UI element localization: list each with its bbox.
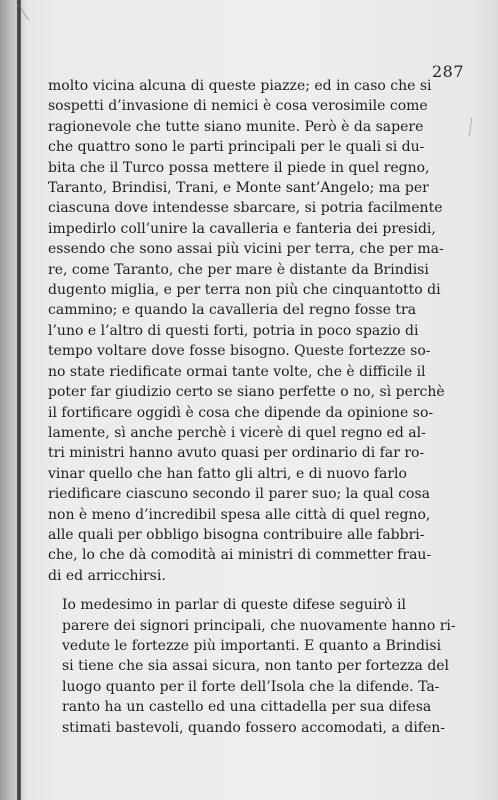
body-text [48,76,456,738]
spine-edge [17,0,21,800]
text-line: molto vicina alcuna di queste piazze; ed in caso che si [48,78,432,94]
text-line: lamente, sì anche perchè i vicerè di quel regno ed al- [48,424,426,441]
text-line: di ed arricchirsi. [48,567,166,584]
text-line: parere dei signori principali, che nuovamente hanno ri- [62,617,456,634]
text-line: si tiene che sia assai sicura, non tanto per fortezza del [62,658,450,675]
text-line: luogo quanto per il forte dell’Isola che la difende. Ta- [62,678,440,695]
text-line: dugento miglia, e per terra non più che cinquantotto di [48,282,441,299]
text-line: il fortificare oggidì è cosa che dipende da opinione so- [48,404,434,421]
text-line: che, lo che dà comodità ai ministri di commetter frau- [48,547,432,564]
text-line: impedirlo coll’unire la cavalleria e fanteria dei presidi, [48,220,436,237]
text-line: poter far giudizio certo se siano perfette o no, sì perchè [48,384,445,401]
text-line: ragionevole che tutte siano munite. Però è da sapere [48,118,424,135]
text-line: ciascuna dove intendesse sbarcare, si potria facilmente [48,200,443,217]
text-line: no state riedificate ormai tante volte, che è difficile il [48,363,426,380]
binding-shadow [0,0,26,800]
text-line: cammino; e quando la cavalleria del regno fosse tra [48,302,417,319]
text-line: bita che il Turco possa mettere il piede in quel regno, [48,159,430,176]
paragraph-2 [48,595,456,738]
text-line: re, come Taranto, che per mare è distante da Brindisi [48,261,429,278]
text-line: che quattro sono le parti principali per le quali si du- [48,139,425,156]
text-line: vedute le fortezze più importanti. E quanto a Brindisi [62,637,442,654]
paragraph-1 [48,76,445,586]
text-line: alle quali per obbligo bisogna contribuire alle fabbri- [48,526,425,543]
text-line: tempo voltare dove fosse bisogno. Queste fortezze so- [48,343,431,360]
text-line: sospetti d’invasione di nemici è cosa verosimile come [48,98,428,115]
text-line: essendo che sono assai più vicini per terra, che per ma- [48,241,444,258]
text-line: vinar quello che han fatto gli altri, e di nuovo farlo [48,465,407,482]
text-line: non è meno d’incredibil spesa alle città di quel regno, [48,506,431,523]
text-line: riedificare ciascuno secondo il parer suo; la qual cosa [48,486,431,503]
margin-mark [469,118,472,136]
text-line: Taranto, Brindisi, Trani, e Monte sant’Angelo; ma per [48,180,429,197]
text-line: ranto ha un castello ed una cittadella per sua difesa [62,699,432,716]
text-line: stimati bastevoli, quando fossero accomodati, a difen- [62,719,446,736]
text-line: l’uno e l’altro di questi forti, potria in poco spazio di [48,322,419,339]
page-number: 287 [431,62,464,81]
text-line: Io medesimo in parlar di queste difese seguirò il [62,597,406,614]
text-line: tri ministri hanno avuto quasi per ordinario di far ro- [48,445,425,462]
